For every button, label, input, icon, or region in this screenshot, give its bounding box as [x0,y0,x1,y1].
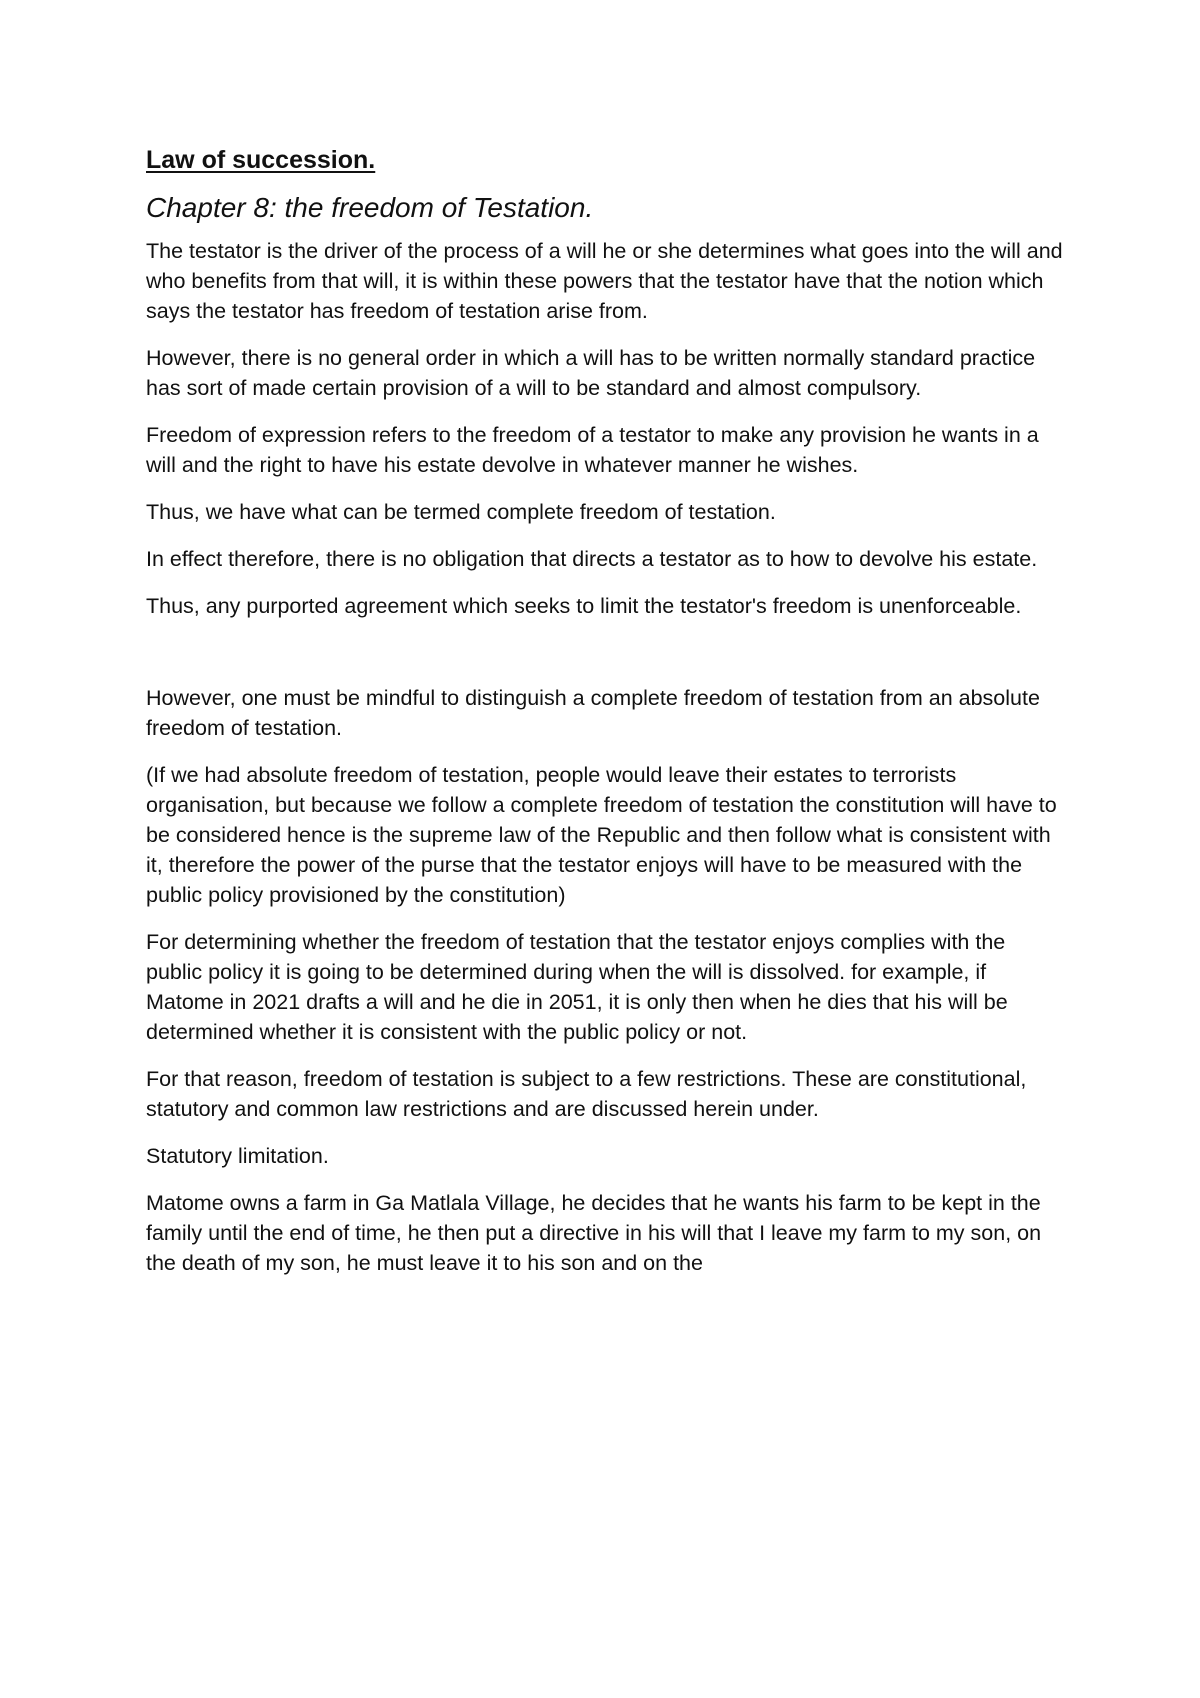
paragraph: Freedom of expression refers to the freedom of a testator to make any provision he wants in a will and the right to have his estate devolve in whatever manner he wishes. [146,423,1039,477]
section-label: Statutory limitation. [146,1144,329,1168]
document-title: Law of succession. [146,146,376,174]
blank-line [146,638,1066,683]
paragraph: The testator is the driver of the process of a will he or she determines what goes into the will and who benefits from that will, it is within these powers that the testator have that the notion which says the testator has freedom of testation arise from. [146,239,1063,323]
paragraph: For determining whether the freedom of testation that the testator enjoys complies with the public policy it is going to be determined during when the will is dissolved. for example, if Matome in 2021 drafts a will and he die in 2051, it is only then when he dies that his will be determined whether it is consistent with the public policy or not. [146,930,1008,1044]
paragraph: However, one must be mindful to distinguish a complete freedom of testation from an absolute freedom of testation. [146,686,1040,740]
document-body [146,144,1066,1295]
paragraph: (If we had absolute freedom of testation, people would leave their estates to terrorists organisation, but because we follow a complete freedom of testation the constitution will have to be considered hence is the supreme law of the Republic and then follow what is consistent with it, therefore the power of the purse that the testator enjoys will have to be measured with the public policy provisioned by the constitution) [146,763,1057,907]
paragraph: In effect therefore, there is no obligation that directs a testator as to how to devolve his estate. [146,547,1038,571]
paragraph: Thus, we have what can be termed complete freedom of testation. [146,500,776,524]
paragraph: Matome owns a farm in Ga Matlala Village, he decides that he wants his farm to be kept in the family until the end of time, he then put a directive in his will that I leave my farm to my son, on the death of my son, he must leave it to his son and on the [146,1191,1042,1275]
paragraph: Thus, any purported agreement which seeks to limit the testator's freedom is unenforceable. [146,594,1022,618]
paragraph: For that reason, freedom of testation is subject to a few restrictions. These are constitutional, statutory and common law restrictions and are discussed herein under. [146,1067,1027,1121]
paragraph: However, there is no general order in which a will has to be written normally standard practice has sort of made certain provision of a will to be standard and almost compulsory. [146,346,1036,400]
chapter-heading: Chapter 8: the freedom of Testation. [146,192,594,223]
